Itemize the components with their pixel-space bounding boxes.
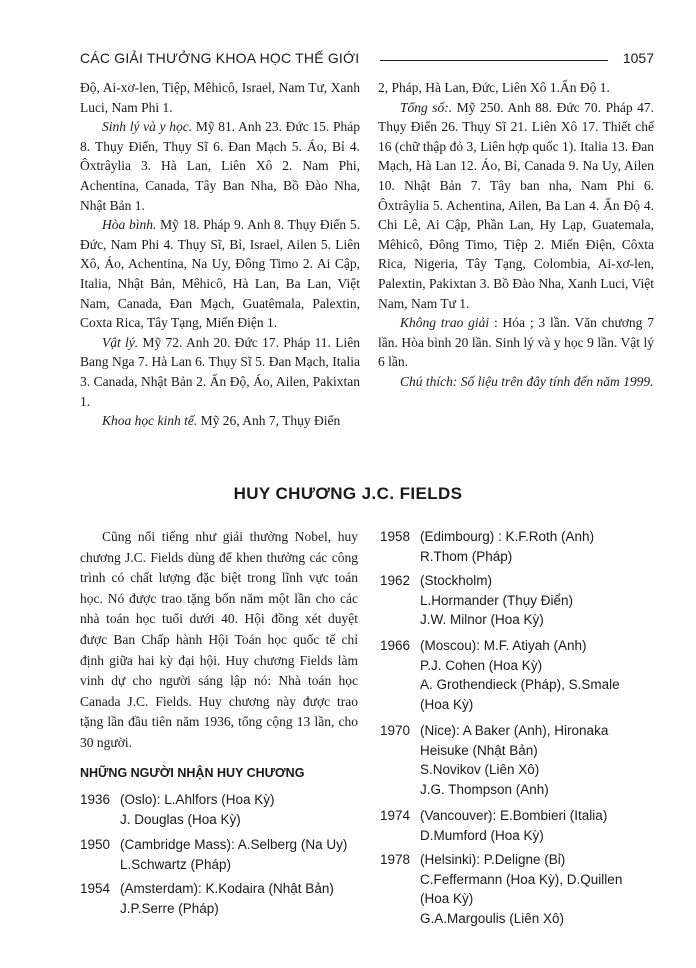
- recipient-entry: [80, 879, 360, 919]
- recipient-line: J.W. Milnor (Hoa Kỳ): [420, 612, 544, 627]
- recipient-line: (Hoa Kỳ): [420, 696, 474, 712]
- category-label: Vật lý.: [102, 334, 139, 350]
- running-header: [80, 50, 654, 72]
- recipient-entry: [380, 850, 660, 930]
- recipient-line: J. Douglas (Hoa Kỳ): [120, 811, 241, 827]
- recipient-entry: [80, 790, 360, 830]
- intro-paragraph: Cũng nổi tiếng như giải thưởng Nobel, huy chương J.C. Fields dùng để khen thưởng các công trình có chất lượng đặc biệt trong lĩnh vực toán học. Nó được trao tặng bốn năm một lần cho các nhà toán học tuổi dưới 40. Hội đồng xét duyệt được Ban Chấp hành Hội Toán học quốc tế chỉ định giữa hai kỳ đại hội. Huy chương Fields làm vinh dự cho người sáng lập nó: Nhà toán học Canada J.C. Fields. Huy chương này được trao tặng lần đầu tiên năm 1936, tổng cộng 13 lần, cho 30 người.: [80, 529, 358, 750]
- paragraph: [80, 78, 360, 117]
- recipient-year: 1970: [380, 723, 411, 738]
- top-right-column: [378, 78, 654, 392]
- recipient-line: J.P.Serre (Pháp): [120, 900, 219, 916]
- recipient-year: 1966: [380, 638, 411, 653]
- recipient-line: (Moscou): M.F. Atiyah (Anh): [420, 638, 587, 653]
- recipient-line: (Oslo): L.Ahlfors (Hoa Kỳ): [120, 792, 275, 807]
- header-rule: [380, 60, 608, 61]
- recipient-line: D.Mumford (Hoa Kỳ): [420, 827, 544, 843]
- recipient-year: 1936: [80, 792, 111, 807]
- paragraph-text: Độ, Ai-xơ-len, Tiệp, Mêhicô, Israel, Nam Tư, Xanh Luci, Nam Phi 1.: [80, 80, 360, 115]
- recipient-line: L.Hormander (Thụy Điển): [420, 592, 574, 608]
- recipient-year: 1954: [80, 881, 111, 896]
- paragraph-text: Mỹ 72. Anh 20. Đức 17. Pháp 11. Liên Bang Nga 7. Hà Lan 6. Thụy Sĩ 5. Đan Mạch, Italia 3. Canada, Nhật Bản 2. Ấn Độ, Áo, Ailen, Pakixtan 1.: [80, 334, 360, 409]
- recipient-year: 1950: [80, 837, 111, 852]
- paragraph-khong-trao: [378, 313, 654, 372]
- paragraph-hoa-binh: [80, 215, 360, 333]
- recipient-line: (Vancouver): E.Bombieri (Italia): [420, 808, 608, 823]
- paragraph-chu-thich: [378, 372, 654, 392]
- paragraph-kinh-te: [80, 411, 360, 431]
- paragraph: [378, 78, 654, 98]
- recipient-line: (Edimbourg) : K.F.Roth (Anh): [420, 529, 595, 544]
- paragraph-text: : Hóa ; 3 lần. Văn chương 7 lần. Hòa bình 20 lần. Sinh lý và y học 9 lần. Vật lý 6 lần.: [378, 315, 654, 370]
- recipient-line: S.Novikov (Liên Xô): [420, 762, 540, 777]
- recipient-line: R.Thom (Pháp): [420, 548, 513, 564]
- recipient-line: (Amsterdam): K.Kodaira (Nhật Bản): [120, 881, 334, 896]
- recipient-year: 1974: [380, 808, 411, 823]
- paragraph-text: Mỹ 81. Anh 23. Đức 15. Pháp 8. Thụy Điển, Thụy Sĩ 6. Đan Mạch 5. Áo, Bỉ 4. Ôxtrâylia 3. Hà Lan, Liên Xô 2. Nam Phi, Achentina, Canada, Tây Ban Nha, Bồ Đào Nha, Nhật Bản 1.: [80, 119, 360, 213]
- recipient-year: 1958: [380, 529, 411, 544]
- recipient-line: Heisuke (Nhật Bản): [420, 742, 538, 758]
- page-number: 1057: [622, 50, 654, 66]
- category-label: Hòa bình.: [102, 217, 157, 233]
- paragraph-vat-ly: [80, 333, 360, 411]
- paragraph-sinh-ly: [80, 117, 360, 215]
- recipient-line: (Nice): A Baker (Anh), Hironaka: [420, 723, 609, 738]
- running-header-title: CÁC GIẢI THƯỞNG KHOA HỌC THẾ GIỚI: [80, 50, 360, 66]
- recipient-year: 1978: [380, 852, 411, 867]
- recipient-entry: [380, 806, 660, 846]
- recipient-line: (Hoa Kỳ): [420, 891, 474, 906]
- paragraph-text: Mỹ 26, Anh 7, Thụy Điển: [197, 413, 341, 429]
- intro-column: [80, 527, 358, 754]
- recipient-line: A. Grothendieck (Pháp), S.Smale: [420, 677, 620, 692]
- paragraph-text: 2, Pháp, Hà Lan, Đức, Liên Xô 1.Ấn Độ 1.: [378, 80, 610, 95]
- recipient-entry: [380, 571, 660, 631]
- category-label: Khoa học kinh tế.: [102, 413, 198, 429]
- category-label: Không trao giải: [400, 315, 490, 331]
- recipient-entry: [380, 721, 660, 801]
- section-title: HUY CHƯƠNG J.C. FIELDS: [233, 484, 463, 503]
- note-label: Chú thích: Số liệu trên đây tính đến năm 1999.: [400, 373, 654, 389]
- recipient-line: G.A.Margoulis (Liên Xô): [420, 910, 565, 926]
- recipient-line: (Cambridge Mass): A.Selberg (Na Uy): [120, 837, 348, 852]
- recipient-line: (Stockholm): [420, 573, 493, 588]
- paragraph-text: Mỹ 18. Pháp 9. Anh 8. Thụy Điển 5. Đức, Nam Phi 4. Thụy Sĩ, Bỉ, Israel, Ailen 5. Liên Xô, Áo, Achentina, Na Uy, Đông Timo 2. Ai Cập, Italia, Nhật Bản, Mêhicô, Hà Lan, Ba Lan, Việt Nam, Canada, Đan Mạch, Guatêmala, Palextin, Coxta Rica, Tây Tạng, Miến Điện 1.: [80, 217, 361, 331]
- category-label: Tổng số:.: [400, 99, 453, 115]
- paragraph-tong-so: [378, 98, 654, 314]
- recipient-line: J.G. Thompson (Anh): [420, 781, 549, 797]
- recipient-entry: [380, 636, 660, 716]
- recipients-heading: NHỮNG NGƯỜI NHẬN HUY CHƯƠNG: [80, 766, 305, 780]
- recipient-line: L.Schwartz (Pháp): [120, 856, 232, 872]
- recipient-year: 1962: [380, 573, 411, 588]
- recipient-line: (Helsinki): P.Deligne (Bỉ): [420, 852, 566, 867]
- category-label: Sinh lý và y học.: [102, 119, 193, 135]
- paragraph-text: Mỹ 250. Anh 88. Đức 70. Pháp 47. Thụy Điển 26. Thụy Sĩ 21. Liên Xô 17. Thiết chế 16 (chữ thập đỏ 3, Liên hợp quốc 1). Italia 13. Đan Mạch, Hà Lan 12. Áo, Bỉ, Canada 9. Na Uy, Ailen 10. Nhật Bản 7. Tây ban nha, Nam Phi 6. Ôxtrâylia 5. Achentina, Ailen, Ba Lan 4. Ấn Độ 4. Chi Lê, Ai Cập, Phần Lan, Hy Lạp, Guatemala, Mêhicô, Đông Timo, Tiệp 2. Miến Điện, Côxta Rica, Nigeria, Tây Tạng, Colombia, Ai-xơ-len, Palextin, Pakixtan 3. Bồ Đào Nha, Xanh Luci, Việt Nam, Nam Tư 1.: [378, 99, 654, 311]
- top-left-column: [80, 78, 360, 431]
- recipient-entry: [80, 835, 360, 875]
- recipient-entry: [380, 527, 660, 567]
- recipient-line: P.J. Cohen (Hoa Kỳ): [420, 657, 543, 673]
- recipient-line: C.Feffermann (Hoa Kỳ), D.Quillen: [420, 871, 623, 887]
